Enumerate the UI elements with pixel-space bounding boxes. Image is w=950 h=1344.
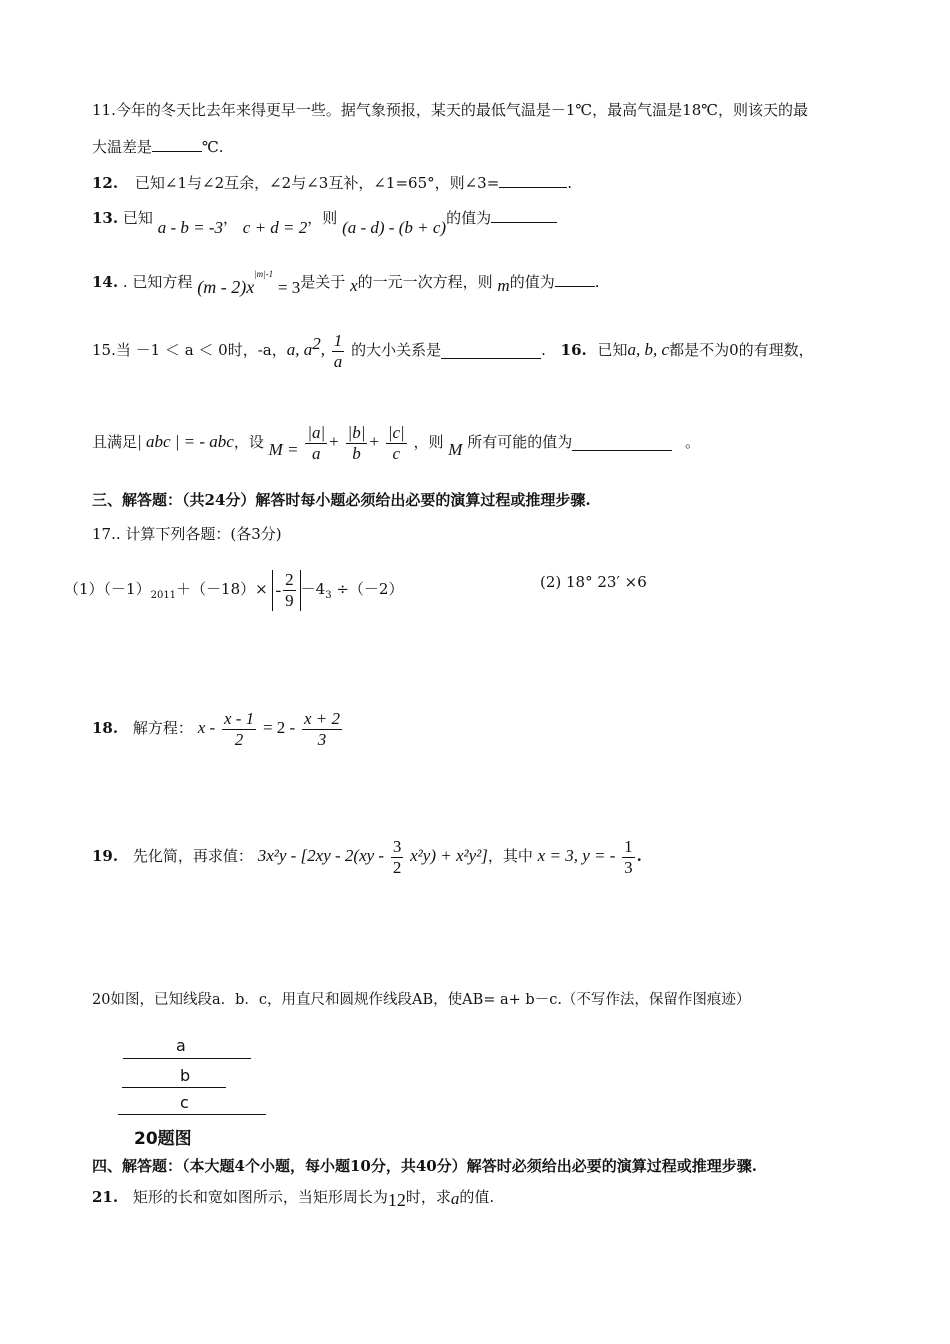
q21-var: a	[450, 1189, 460, 1208]
q17-p1-post: －4	[300, 580, 326, 598]
q18-frac-2-den: 3	[317, 729, 327, 749]
q21-pre: 矩形的长和宽如图所示，当矩形周长为	[132, 1188, 388, 1206]
q18-number: 18.	[92, 719, 119, 737]
q15-post: 的大小关系是	[351, 341, 442, 359]
q13-sep: ，	[222, 209, 238, 227]
q16-cond-pre: 且满足	[92, 433, 138, 451]
q14-rhs: = 3	[277, 278, 301, 297]
q19-pre: 先化简，再求值：	[132, 847, 253, 865]
q18-frac-1-den: 2	[234, 729, 244, 749]
q21-value: 12	[387, 1190, 406, 1210]
q16-frac-a-num: |a|	[307, 422, 326, 442]
q20-segment-a	[123, 1058, 251, 1059]
q14-exponent: |m|-1	[254, 269, 274, 279]
q14-mid: 是关于	[300, 273, 346, 291]
q20-label-b: b	[180, 1066, 191, 1085]
q17-abs-sign: -	[275, 580, 282, 599]
q18-mid: = 2 -	[262, 718, 296, 737]
q20-segment-c	[118, 1114, 266, 1115]
q13-mid: ，则	[307, 209, 338, 227]
q19-expr-1: 3x²y - [2xy - 2(xy -	[257, 846, 385, 865]
q19-frac-1-num: 3	[392, 836, 402, 856]
q12-post: .	[567, 174, 573, 192]
q15-answer-blank[interactable]	[441, 344, 541, 359]
q19-frac-2-den: 3	[624, 857, 633, 877]
q17-p1-pre: （1）（－1）	[64, 580, 151, 598]
q13-number: 13.	[92, 209, 119, 227]
q16-plus-2: +	[369, 432, 379, 451]
q12	[92, 173, 572, 193]
q19-expr-2: x²y) + x²y²]	[410, 846, 488, 865]
q12-text: 已知∠1与∠2互余，∠2与∠3互补，∠1=65°，则∠3=	[134, 174, 500, 192]
q20-segment-b	[122, 1087, 226, 1088]
q14-end: .	[594, 273, 600, 291]
q21	[92, 1186, 494, 1214]
q19-expr-3: x = 3, y = -	[537, 846, 616, 865]
q13-post: 的值为	[446, 209, 492, 227]
q15-frac-num: 1	[333, 330, 343, 350]
q16-frac-b-den: b	[352, 443, 361, 463]
q16-tail: 所有可能的值为	[467, 433, 573, 451]
q17-p1-end: ÷（－2）	[336, 580, 404, 598]
q16-end: 。	[685, 433, 701, 451]
q20-label-c: c	[180, 1093, 189, 1112]
q21-mid: 时，求	[405, 1188, 451, 1206]
q19-frac-1-den: 2	[392, 857, 402, 877]
q13	[92, 208, 557, 236]
q16-frac-c	[386, 423, 407, 464]
q14-var-x: x	[350, 276, 358, 295]
q19	[92, 832, 642, 880]
q15-list: a, a	[286, 340, 313, 359]
q17-abs-value	[272, 570, 300, 611]
q18-frac-2-num: x + 2	[303, 708, 340, 728]
q19-mid: ，其中	[487, 847, 533, 865]
q16-frac-a	[305, 423, 327, 464]
q17-p1-sub: 3	[325, 590, 332, 601]
q13-pre: 已知	[122, 209, 153, 227]
q16-M: M	[448, 440, 463, 459]
q16-vars: a, b, c	[627, 340, 670, 359]
q18-frac-2	[302, 709, 342, 750]
q11-answer-blank[interactable]	[152, 137, 202, 152]
q17-heading: 17.. 计算下列各题：(各3分)	[92, 525, 282, 543]
q16-condition-line	[92, 418, 700, 466]
q16-M-eq: M =	[268, 440, 299, 459]
q17-part1	[64, 562, 403, 616]
q16-then: ，则	[413, 433, 444, 451]
q15-fraction	[332, 331, 345, 372]
q19-frac-1	[391, 837, 404, 878]
q15-exponent: 2	[312, 334, 321, 353]
q13-eq2: c + d = 2	[242, 218, 308, 237]
q13-answer-blank[interactable]	[491, 208, 557, 223]
q18-frac-1	[222, 709, 256, 750]
q16-frac-b-num: |b|	[347, 422, 366, 442]
q17-abs-fraction	[283, 570, 296, 611]
q15-end: .	[541, 341, 546, 359]
q16-number: 16.	[560, 341, 587, 359]
q14-answer-blank[interactable]	[555, 272, 595, 287]
q17-abs-num: 2	[285, 569, 294, 589]
q16-frac-b	[346, 423, 368, 464]
q19-number: 19.	[92, 847, 119, 865]
q16-pre: 已知	[597, 341, 628, 359]
q17-part2: (2) 18° 23′ ×6	[540, 573, 647, 591]
q18	[92, 706, 344, 750]
q12-number: 12.	[92, 174, 119, 192]
q18-pre: 解方程：	[132, 719, 193, 737]
q13-expr: (a - d) - (b + c)	[342, 218, 447, 237]
q14-base: (m - 2)x	[197, 277, 255, 297]
q18-frac-1-num: x - 1	[223, 708, 255, 728]
q20-label-a: a	[176, 1036, 186, 1055]
q14	[92, 268, 600, 296]
q19-end: .	[636, 847, 642, 865]
q14-mid2: 的一元一次方程，则	[357, 273, 493, 291]
q16-frac-a-den: a	[311, 443, 321, 463]
q15-comma: ,	[320, 340, 325, 359]
q21-post: 的值.	[459, 1188, 495, 1206]
q20-text: 20如图，已知线段a．b．c，用直尺和圆规作线段AB，使AB= a+ b－c.（不写作法，保留作图痕迹）	[92, 992, 751, 1008]
q16-post: 都是不为0的有理数，	[669, 341, 814, 359]
q13-eq1: a - b = -3	[157, 218, 223, 237]
q19-frac-2-num: 1	[624, 836, 633, 856]
section-4-heading: 四、解答题：（本大题4个小题，每小题10分，共40分）解答时必须给出必要的演算过程或推理步骤.	[92, 1157, 757, 1175]
q14-number: 14.	[92, 273, 119, 291]
q11-post: ℃.	[202, 138, 224, 156]
section-3-heading: 三、解答题：（共24分）解答时每小题必须给出必要的演算过程或推理步骤.	[92, 491, 591, 509]
q21-number: 21.	[92, 1188, 119, 1206]
q16-frac-c-num: |c|	[387, 422, 405, 442]
q15-frac-den: a	[333, 351, 343, 371]
q14-post: 的值为	[509, 273, 555, 291]
q15-q16-line	[92, 322, 814, 371]
q17-p1-mid: ＋（－18）×	[176, 580, 268, 598]
q11-line2	[92, 137, 224, 157]
q16-condition: | abc | = - abc	[137, 432, 234, 451]
q20-caption: 20题图	[134, 1129, 192, 1149]
q14-pre: . 已知方程	[122, 273, 193, 291]
q12-answer-blank[interactable]	[499, 173, 567, 188]
q15-pre: 15.当 －1 ＜ a ＜ 0时，-a，	[92, 341, 287, 359]
q17-abs-den: 9	[285, 590, 294, 610]
q16-set: ，设	[233, 433, 264, 451]
q11-pre: 大温差是	[92, 138, 153, 156]
q18-x: x -	[197, 718, 216, 737]
q16-answer-blank[interactable]	[572, 436, 672, 451]
q16-frac-c-den: c	[392, 443, 400, 463]
q16-plus-1: +	[329, 432, 339, 451]
q11-line1: 11.今年的冬天比去年来得更早一些。据气象预报，某天的最低气温是－1℃，最高气温是18℃，则该天的最	[92, 101, 809, 119]
q14-var-m: m	[497, 276, 510, 295]
q19-frac-2	[622, 837, 635, 878]
q17-p1-exponent: 2011	[150, 590, 177, 601]
